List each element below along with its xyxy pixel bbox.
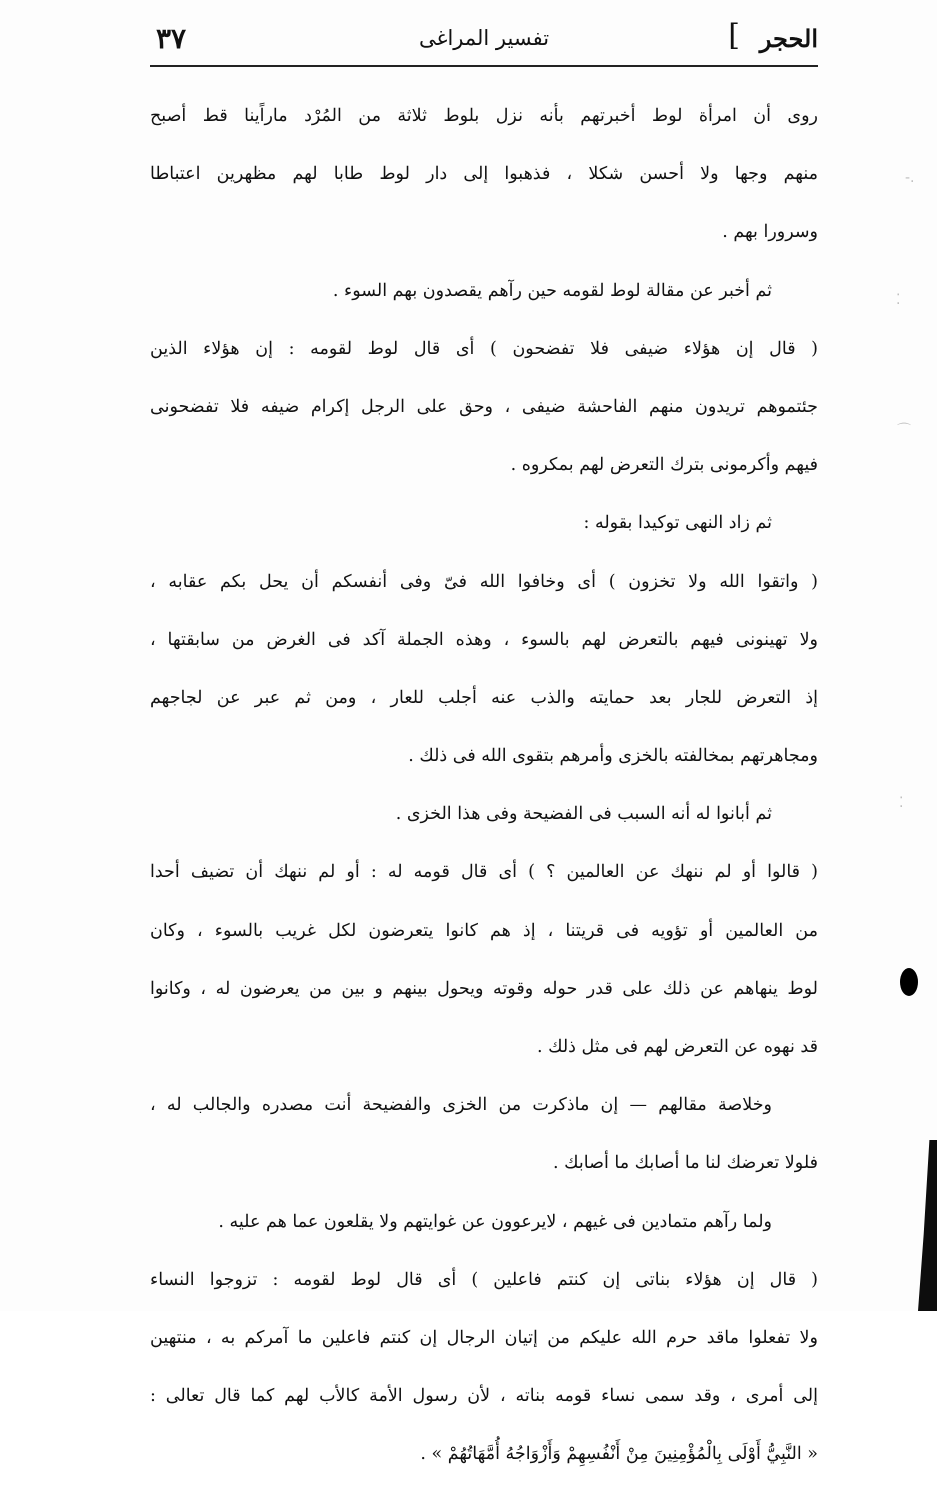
surah-name: الحجر bbox=[759, 24, 818, 53]
text-line: ولا تفعلوا ماقد حرم الله عليكم من إتيان الرجال إن كنتم فاعلين ما آمركم به ، منتهين bbox=[150, 1327, 818, 1348]
text-line: فيهم وأكرمونى بترك التعرض لهم بمكروه . bbox=[510, 455, 818, 476]
book-title: تفسير المراغى bbox=[418, 26, 550, 50]
text-line: وخلاصة مقالهم — إن ماذكرت من الخزى والفضيحة أنت مصدره والجالب له ، bbox=[150, 1095, 772, 1116]
text-line: منهم وجها ولا أحسن شكلا ، فذهبوا إلى دار لوط طابا لهم مظهرين اعتباطا bbox=[150, 164, 818, 185]
text-line: ثم زاد النهى توكيدا بقوله : bbox=[583, 513, 772, 534]
header-bracket: ] bbox=[728, 18, 740, 53]
text-line: وسرورا بهم . bbox=[722, 222, 818, 243]
scan-speck: ⁚ bbox=[899, 795, 904, 811]
text-line: ( واتقوا الله ولا تخزون ) أى وخافوا الله فىّ وفى أنفسكم أن يحل بكم عقابه ، bbox=[150, 571, 818, 592]
text-line: « النَّبِيُّ أَوْلَى بِالْمُؤْمِنِينَ مِنْ أَنْفُسِهِمْ وَأَزْوَاجُهُ أُمَّهَاتُهُمْ » . bbox=[420, 1444, 818, 1465]
text-line: جئتموهم تريدون منهم الفاحشة ضيفى ، وحق على الرجل إكرام ضيفه فلا تفضحونى bbox=[150, 396, 818, 417]
text-line: إلى أمرى ، وقد سمى نساء قومه بناته ، لأن رسول الأمة كالأب لهم كما قال تعالى : bbox=[150, 1386, 818, 1407]
scan-speck: ⁚ bbox=[896, 292, 901, 308]
text-line: ثم أبانوا له أنه السبب فى الفضيحة وفى هذا الخزى . bbox=[395, 804, 772, 825]
scan-speck: -. bbox=[905, 170, 915, 186]
text-line: ولما رآهم متمادين فى غيهم ، لايرعوون عن غوايتهم ولا يقلعون عما هم عليه . bbox=[218, 1211, 772, 1232]
page-header bbox=[150, 14, 818, 62]
text-line: ( قال إن هؤلاء ضيفى فلا تفضحون ) أى قال لوط لقومه : إن هؤلاء الذين bbox=[150, 338, 818, 359]
header-rule bbox=[150, 65, 818, 67]
text-line: روى أن امرأة لوط أخبرتهم بأنه نزل بلوط ثلاثة من المُرْد ماراًينا قط أصبح bbox=[150, 106, 818, 126]
body-text bbox=[150, 96, 818, 1493]
text-line: ( قالوا أو لم ننهك عن العالمين ؟ ) أى قال قومه له : أو لم ننهك أن تضيف أحدا bbox=[150, 862, 818, 883]
text-line: ثم أخبر عن مقالة لوط لقومه حين رآهم يقصدون بهم السوء . bbox=[332, 280, 772, 301]
page-edge-shadow bbox=[918, 1140, 937, 1311]
page-number: ٣٧ bbox=[156, 22, 187, 55]
ink-blot bbox=[900, 968, 918, 996]
text-line: إذ التعرض للجار بعد حمايته والذب عنه أجلب للعار ، ومن ثم عبر عن لجاجهم bbox=[150, 687, 818, 708]
text-line: لوط ينهاهم عن ذلك على قدر حوله وقوته ويحول بينهم و بين من يعرضون له ، وكانوا bbox=[150, 978, 818, 999]
text-line: ومجاهرتهم بمخالفته بالخزى وأمرهم بتقوى الله فى ذلك . bbox=[408, 746, 818, 767]
text-line: من العالمين أو تؤويه فى قريتنا ، إذ هم كانوا يتعرضون لكل غريب بالسوء ، وكان bbox=[150, 920, 818, 941]
text-line: فلولا تعرضك لنا ما أصابك ما أصابك . bbox=[553, 1153, 818, 1174]
text-line: ولا تهينونى فيهم بالتعرض لهم بالسوء ، وهذه الجملة آكد فى الغرض من سابقتها ، bbox=[150, 629, 818, 650]
text-line: قد نهوه عن التعرض لهم فى مثل ذلك . bbox=[536, 1037, 818, 1057]
text-line: ( قال إن هؤلاء بناتى إن كنتم فاعلين ) أى قال لوط لقومه : تزوجوا النساء bbox=[150, 1269, 818, 1290]
scan-speck: ⌒ bbox=[897, 423, 911, 439]
